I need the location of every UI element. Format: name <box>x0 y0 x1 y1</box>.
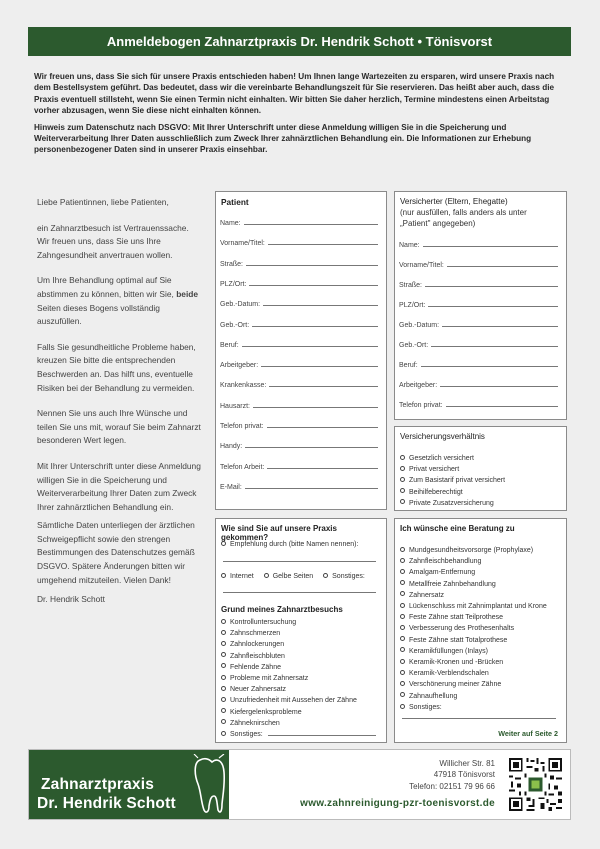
radio-circle[interactable] <box>221 541 226 546</box>
checkbox-option[interactable] <box>400 464 505 475</box>
option-label: Zahnlockerungen <box>230 641 285 649</box>
form-field[interactable] <box>399 297 558 309</box>
field-input-line[interactable] <box>249 285 378 286</box>
letter-greeting: Liebe Patientinnen, liebe Patienten, <box>37 197 169 207</box>
field-input-line[interactable] <box>246 265 378 266</box>
radio-circle[interactable] <box>221 708 226 713</box>
option-label: Kontrolluntersuchung <box>230 619 297 626</box>
form-field[interactable] <box>220 398 378 410</box>
letter-signature: Dr. Hendrik Schott <box>37 594 105 605</box>
field-input-line[interactable] <box>431 346 558 347</box>
field-label: Telefon privat: <box>399 402 443 409</box>
field-input-line[interactable] <box>263 305 378 306</box>
radio-circle[interactable] <box>400 692 405 697</box>
letter-paragraph: Sämtliche Daten unterliegen der ärztlichen Schweigepflicht sowie den strengen Bestimmungen des Datenschutzes gemäß DSGVO. Spätere Änderungen bitten wir umgehend mitzuteilen. Vielen Dank! <box>37 520 195 585</box>
checkbox-option[interactable] <box>400 657 547 668</box>
radio-circle[interactable] <box>400 681 405 686</box>
field-label: Geb.-Ort: <box>220 321 250 329</box>
radio-circle[interactable] <box>400 558 405 563</box>
option-label: Unzufriedenheit mit Aussehen der Zähne <box>230 697 357 705</box>
tooth-logo-icon <box>192 754 226 816</box>
checkbox-option[interactable] <box>400 545 547 556</box>
insurance-options <box>400 453 505 509</box>
checkbox-option[interactable] <box>221 628 357 639</box>
radio-circle[interactable] <box>221 731 226 736</box>
radio-circle[interactable] <box>221 630 226 635</box>
radio-circle[interactable] <box>400 647 405 652</box>
option-label: Private Zusatzversicherung <box>409 499 494 507</box>
option-label: Keramik-Verblendschalen <box>409 670 489 678</box>
radio-circle[interactable] <box>400 569 405 574</box>
checkbox-option[interactable] <box>400 646 547 657</box>
option-label: Mundgesundheitsvorsorge (Prophylaxe) <box>409 547 534 554</box>
radio-circle[interactable] <box>221 675 226 680</box>
field-label: Geb.-Ort: <box>399 342 429 349</box>
checkbox-option[interactable] <box>400 498 505 509</box>
checkbox-option[interactable] <box>400 691 547 702</box>
field-label: Straße: <box>220 260 243 268</box>
checkbox-option[interactable] <box>400 612 547 623</box>
consultation-options <box>400 545 547 713</box>
form-field[interactable] <box>220 215 378 227</box>
radio-circle[interactable] <box>264 573 269 578</box>
reason-options <box>221 617 357 740</box>
option-label: Zahnaufhellung <box>409 692 458 700</box>
field-input-line[interactable] <box>244 224 378 225</box>
practice-logo <box>29 750 229 819</box>
form-title-bar <box>28 27 571 56</box>
option-label: Kiefergelenksprobleme <box>230 708 302 716</box>
consultation-section-title: Ich wünsche eine Beratung zu <box>400 524 515 533</box>
checkbox-option[interactable] <box>221 684 357 695</box>
form-field[interactable] <box>220 377 378 389</box>
field-input-line[interactable] <box>442 326 558 327</box>
insurance-section <box>394 426 567 511</box>
form-field[interactable] <box>399 277 558 289</box>
option-label: Sonstiges: <box>332 573 365 580</box>
checkbox-option[interactable] <box>221 617 357 628</box>
form-field[interactable] <box>220 296 378 308</box>
referral-other-line[interactable] <box>223 592 376 593</box>
field-label: Name: <box>399 242 420 249</box>
form-title: Anmeldebogen Zahnarztpraxis Dr. Hendrik Schott • Tönisvorst <box>106 34 493 49</box>
radio-circle[interactable] <box>400 704 405 709</box>
field-label: Telefon Arbeit: <box>220 463 265 471</box>
radio-circle[interactable] <box>400 455 405 460</box>
insured-section-title: Versicherter (Eltern, Ehegatte) <box>400 197 508 206</box>
checkbox-option[interactable] <box>400 679 547 690</box>
form-field[interactable] <box>220 235 378 247</box>
option-label: Sonstiges: <box>230 731 263 739</box>
checkbox-option[interactable] <box>400 702 547 713</box>
option-label: Zahnersatz <box>409 591 445 599</box>
field-label: Arbeitgeber: <box>399 382 438 389</box>
option-label: Zahnschmerzen <box>230 630 281 638</box>
field-label: Name: <box>220 220 241 227</box>
checkbox-option[interactable] <box>400 453 505 464</box>
practice-website[interactable]: www.zahnreinigung-pzr-toenisvorst.de <box>300 798 495 809</box>
footer <box>28 749 571 820</box>
checkbox-option[interactable] <box>221 695 357 706</box>
field-label: PLZ/Ort: <box>399 302 426 309</box>
checkbox-option[interactable] <box>221 673 357 684</box>
checkbox-option[interactable] <box>400 567 547 578</box>
referral-option-yellow-pages[interactable] <box>264 573 313 580</box>
radio-circle[interactable] <box>221 619 226 624</box>
radio-circle[interactable] <box>400 488 405 493</box>
letter-paragraph: Falls Sie gesundheitliche Probleme haben, kreuzen Sie bitte die entsprechenden Beschwerden an. Das hilft uns, eventuelle Risiken bei der Behandlung zu vermeiden. <box>37 341 196 393</box>
form-field[interactable] <box>399 397 558 409</box>
field-input-line[interactable] <box>267 427 378 428</box>
patient-section-title: Patient <box>221 197 249 207</box>
letter-paragraph: Mit Ihrer Unterschrift unter diese Anmeldung willigen Sie in die Speicherung und Weiterverarbeitung Ihrer Daten zum Zweck Ihrer zahnärztlichen Behandlung ein. <box>37 460 201 512</box>
radio-circle[interactable] <box>400 547 405 552</box>
continue-on-page-2: Weiter auf Seite 2 <box>498 729 558 738</box>
checkbox-option[interactable] <box>400 623 547 634</box>
checkbox-option[interactable] <box>221 718 357 729</box>
option-label: Gesetzlich versichert <box>409 455 474 462</box>
intro-privacy-note: Hinweis zum Datenschutz nach DSGVO: Mit Ihrer Unterschrift unter diese Anmeldung willigen Sie in die Speicherung und Weiterverarbeitung Ihrer Daten ausschließlich zum Zweck Ihrer zahnärztlichen Behandlung ein. Die Informationen zur Erhebung personenbezogener Daten sind in unserer Praxis einsehbar. <box>34 122 532 155</box>
field-label: Handy: <box>220 443 243 451</box>
qr-code-icon[interactable] <box>507 756 564 813</box>
field-input-line[interactable] <box>245 447 378 448</box>
checkbox-option[interactable] <box>221 707 357 718</box>
option-label: Neuer Zahnersatz <box>230 686 287 694</box>
radio-circle[interactable] <box>400 580 405 585</box>
reason-section-title: Grund meines Zahnarztbesuchs <box>221 605 343 614</box>
field-label: Arbeitgeber: <box>220 362 259 370</box>
option-label: Amalgam-Entfernung <box>409 569 476 577</box>
option-label: Zahnfleischbluten <box>230 652 285 660</box>
radio-circle[interactable] <box>400 659 405 664</box>
form-field[interactable] <box>399 377 558 389</box>
field-label: Geb.-Datum: <box>399 322 440 329</box>
field-input-line[interactable] <box>261 366 378 367</box>
logo-practice-name: Zahnarztpraxis <box>41 776 155 793</box>
radio-circle[interactable] <box>400 499 405 504</box>
practice-address <box>409 758 495 792</box>
field-input-line[interactable] <box>440 386 558 387</box>
form-field[interactable] <box>220 459 378 471</box>
option-label: Lückenschluss mit Zahnimplantat und Krone <box>409 603 547 611</box>
letter-paragraph: Nennen Sie uns auch Ihre Wünsche und teilen Sie uns mit, worauf Sie beim Zahnarzt besonderen Wert legen. <box>37 408 201 446</box>
radio-circle[interactable] <box>400 477 405 482</box>
option-label: Feste Zähne statt Totalprothese <box>409 636 508 644</box>
field-label: Hausarzt: <box>220 402 250 410</box>
intro-text <box>34 71 568 161</box>
welcome-letter <box>37 196 202 619</box>
radio-circle[interactable] <box>221 697 226 702</box>
field-input-line[interactable] <box>428 306 558 307</box>
letter-emphasis: beide <box>176 288 199 299</box>
consultation-other-line[interactable] <box>402 718 556 719</box>
field-input-line[interactable] <box>252 326 378 327</box>
field-label: Straße: <box>399 282 422 289</box>
field-label: Beruf: <box>220 341 239 349</box>
checkbox-option[interactable] <box>221 639 357 650</box>
insured-section-subtitle: (nur ausfüllen, falls anders als unter „Patient" angegeben) <box>400 208 527 228</box>
option-label: Feste Zähne statt Teilprothese <box>409 614 504 622</box>
form-field[interactable] <box>220 276 378 288</box>
insurance-section-title: Versicherungsverhältnis <box>400 432 485 441</box>
radio-circle[interactable] <box>400 636 405 641</box>
radio-circle[interactable] <box>221 652 226 657</box>
referral-option-recommendation[interactable] <box>221 539 358 550</box>
radio-circle[interactable] <box>400 670 405 675</box>
referral-section-title: Wie sind Sie auf unsere Praxis gekommen? <box>221 524 337 542</box>
radio-circle[interactable] <box>400 466 405 471</box>
form-field[interactable] <box>399 257 558 269</box>
option-label: Zähneknirschen <box>230 719 280 727</box>
field-label: Geb.-Datum: <box>220 301 261 309</box>
practice-phone: Telefon: 02151 79 96 66 <box>409 781 495 791</box>
option-label: Zum Basistarif privat versichert <box>409 477 506 485</box>
letter-text: Um Ihre Behandlung optimal auf Sie abstimmen zu können, bitten wir Sie, <box>37 275 177 299</box>
option-label: Empfehlung durch (bitte Namen nennen): <box>230 541 359 548</box>
radio-circle[interactable] <box>221 573 226 578</box>
radio-circle[interactable] <box>221 719 226 724</box>
radio-circle[interactable] <box>400 614 405 619</box>
field-label: Beruf: <box>399 362 418 369</box>
option-label: Sonstiges: <box>409 703 442 711</box>
option-label: Keramikfüllungen (Inlays) <box>409 647 488 655</box>
radio-circle[interactable] <box>221 686 226 691</box>
reason-other-line[interactable] <box>268 735 376 736</box>
option-label: Internet <box>230 573 254 580</box>
field-label: E-Mail: <box>220 483 242 491</box>
field-label: Telefon privat: <box>220 423 264 430</box>
form-field[interactable] <box>220 317 378 329</box>
form-field[interactable] <box>220 438 378 450</box>
radio-circle[interactable] <box>400 603 405 608</box>
field-input-line[interactable] <box>242 346 378 347</box>
field-input-line[interactable] <box>425 286 558 287</box>
consultation-section <box>394 518 567 743</box>
option-label: Fehlende Zähne <box>230 663 281 671</box>
address-city: 47918 Tönisvorst <box>433 770 495 780</box>
address-street: Willicher Str. 81 <box>439 759 495 768</box>
referral-option-other[interactable] <box>323 573 365 580</box>
field-label: PLZ/Ort: <box>220 280 247 288</box>
form-field[interactable] <box>220 256 378 268</box>
option-label: Verbesserung des Prothesenhalts <box>409 625 515 633</box>
field-input-line[interactable] <box>267 468 378 469</box>
checkbox-option[interactable] <box>400 579 547 590</box>
recommendation-name-line[interactable] <box>223 561 376 562</box>
field-label: Vorname/Titel: <box>220 240 265 248</box>
option-label: Beihilfeberechtigt <box>409 488 463 496</box>
field-input-line[interactable] <box>446 406 558 407</box>
form-field[interactable] <box>399 337 558 349</box>
checkbox-option[interactable] <box>400 475 505 486</box>
patient-section <box>215 191 387 510</box>
radio-circle[interactable] <box>221 663 226 668</box>
form-field[interactable] <box>399 317 558 329</box>
letter-text: Seiten dieses Bogens vollständig auszufüllen. <box>37 302 160 327</box>
option-label: Zahnfleischbehandlung <box>409 558 482 566</box>
checkbox-option[interactable] <box>221 651 357 662</box>
intro-appointment-note: Wir freuen uns, dass Sie sich für unsere Praxis entschieden haben! Um Ihnen lange Wartezeiten zu ersparen, wird unsere Praxis nach dem Bestellsystem geführt. Das bedeutet, dass wir die vereinbarte Behandlungszeit für Sie reservieren. Das heißt aber auch, dass die Praxis eventuell stillsteht, wenn Sie einen Termin nicht einhalten. Wir bitten Sie daher herzlich, Termine mindestens einen Arbeitstag vorher abzusagen, wenn Sie diese nicht einhalten können. <box>34 72 555 116</box>
field-input-line[interactable] <box>447 266 558 267</box>
letter-paragraph: ein Zahnarztbesuch ist Vertrauenssache. Wir freuen uns, dass Sie uns Ihre Zahngesundheit anvertrauen wollen. <box>37 222 189 260</box>
option-label: Metallfreie Zahnbehandlung <box>409 580 496 588</box>
option-label: Probleme mit Zahnersatz <box>230 675 309 683</box>
radio-circle[interactable] <box>323 573 328 578</box>
radio-circle[interactable] <box>400 625 405 630</box>
checkbox-option[interactable] <box>400 635 547 646</box>
form-field[interactable] <box>399 357 558 369</box>
referral-section <box>215 518 387 743</box>
field-label: Krankenkasse: <box>220 382 267 390</box>
referral-options-row <box>221 571 381 582</box>
option-label: Gelbe Seiten <box>272 573 314 580</box>
referral-option-internet[interactable] <box>221 573 254 580</box>
field-input-line[interactable] <box>253 407 378 408</box>
checkbox-option[interactable] <box>400 590 547 601</box>
checkbox-option[interactable] <box>400 601 547 612</box>
form-field[interactable] <box>220 479 378 491</box>
form-field[interactable] <box>399 237 558 249</box>
form-field[interactable] <box>220 418 378 430</box>
field-input-line[interactable] <box>245 488 378 489</box>
field-input-line[interactable] <box>269 386 378 387</box>
field-input-line[interactable] <box>421 366 558 367</box>
option-label: Privat versichert <box>409 466 460 474</box>
radio-circle[interactable] <box>221 641 226 646</box>
field-label: Vorname/Titel: <box>399 262 444 269</box>
checkbox-option[interactable] <box>221 662 357 673</box>
logo-doctor-name: Dr. Hendrik Schott <box>37 795 176 812</box>
form-field[interactable] <box>220 337 378 349</box>
checkbox-option[interactable] <box>400 487 505 498</box>
option-label: Keramik-Kronen und -Brücken <box>409 659 504 667</box>
insured-section <box>394 191 567 420</box>
form-field[interactable] <box>220 357 378 369</box>
checkbox-option[interactable] <box>400 668 547 679</box>
field-input-line[interactable] <box>423 246 558 247</box>
radio-circle[interactable] <box>400 591 405 596</box>
field-input-line[interactable] <box>268 244 378 245</box>
option-label: Verschönerung meiner Zähne <box>409 681 502 689</box>
letter-paragraph <box>37 274 202 328</box>
checkbox-option[interactable] <box>400 556 547 567</box>
